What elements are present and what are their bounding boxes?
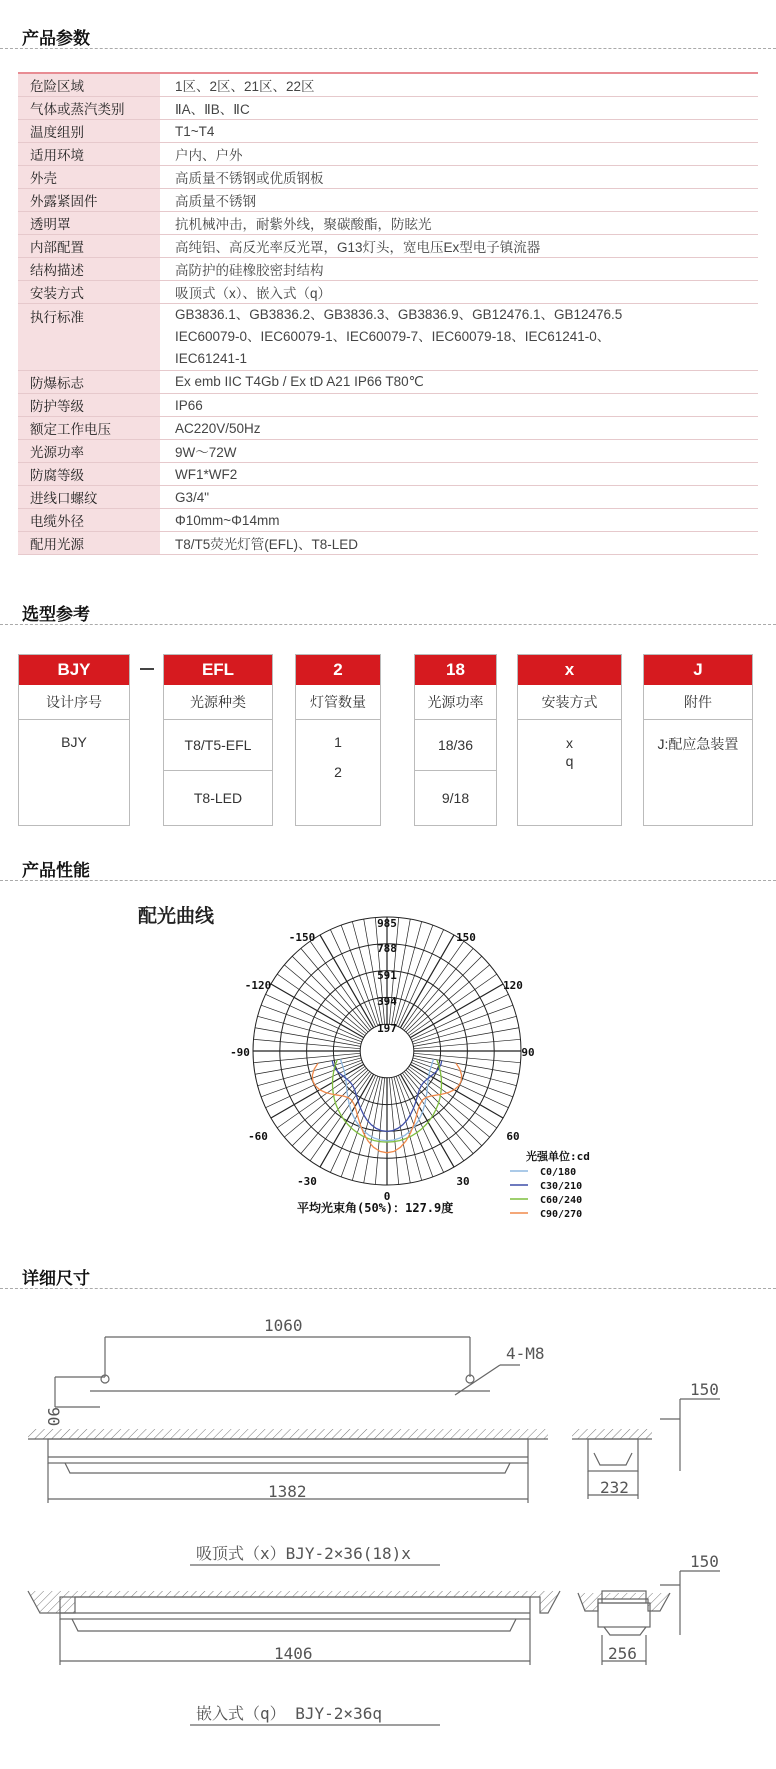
legend-label: C30/210: [540, 1181, 583, 1192]
selection-label: 光源功率: [415, 685, 496, 720]
grid-spoke: [266, 994, 363, 1039]
grid-spoke: [394, 922, 422, 1026]
spec-key: 防爆标志: [18, 371, 160, 394]
spec-key: 外露紧固件: [18, 189, 160, 212]
dimension-label: 232: [600, 1478, 629, 1497]
radial-label: 197: [377, 1022, 397, 1035]
table-row: [18, 440, 758, 463]
angle-label: 120: [503, 979, 523, 992]
legend-label: C90/270: [540, 1209, 583, 1220]
spec-value: 高质量不锈钢: [160, 189, 758, 212]
selection-code: BJY: [19, 655, 129, 685]
spec-value: 抗机械冲击，耐紫外线，聚碳酸酯，防眩光: [160, 212, 758, 235]
grid-spoke: [413, 1028, 519, 1047]
grid-spoke: [271, 984, 364, 1038]
spec-key: 进线口螺纹: [18, 486, 160, 509]
spec-value: G3/4": [160, 486, 758, 509]
polar-title: 配光曲线: [138, 906, 215, 927]
selection-value: T8-LED: [193, 790, 243, 806]
dimension-label: 150: [690, 1552, 719, 1571]
spec-value: IP66: [160, 394, 758, 417]
spec-value: AC220V/50Hz: [160, 417, 758, 440]
spec-value: 9W～72W: [160, 440, 758, 463]
grid-spoke: [352, 922, 380, 1026]
angle-label: 150: [456, 931, 476, 944]
selection-code: EFL: [164, 655, 272, 685]
spec-value: 户内、户外: [160, 143, 758, 166]
selection-code: 18: [415, 655, 496, 685]
spec-key: 防护等级: [18, 394, 160, 417]
spec-value: 高纯铝、高反光率反光罩，G13灯头，宽电压Ex型电子镇流器: [160, 235, 758, 258]
grid-spoke: [400, 935, 454, 1028]
spec-value-line: IEC60079-0、IEC60079-1、IEC60079-7、IEC60079-18、IEC61241-0、: [175, 329, 611, 344]
spec-value: Φ10mm~Φ14mm: [160, 509, 758, 532]
table-row: [18, 281, 758, 304]
spec-value: WF1*WF2: [160, 463, 758, 486]
selection-label: 设计序号: [19, 685, 129, 720]
selection-box-light-source: [163, 654, 273, 826]
section-header-performance: [0, 852, 776, 882]
selection-value: J:配应急装置: [657, 736, 739, 752]
angle-label: -90: [230, 1046, 250, 1059]
selection-value: 2: [334, 764, 342, 780]
dimension-label: 1406: [274, 1644, 313, 1663]
dimension-label: 256: [608, 1644, 637, 1663]
dimension-label: 4-M8: [506, 1344, 545, 1363]
polar-light-distribution-chart: [0, 880, 776, 1240]
selection-box-mounting: [517, 654, 622, 826]
angle-label: 0: [383, 1190, 391, 1203]
table-row: [18, 394, 758, 417]
table-row: [18, 509, 758, 532]
selection-box-tube-count: [295, 654, 381, 826]
selection-label: 灯管数量: [296, 685, 380, 720]
radial-label: 985: [377, 917, 397, 930]
table-row: [18, 258, 758, 281]
spec-value: 高防护的硅橡胶密封结构: [160, 258, 758, 281]
table-row: [18, 304, 758, 371]
selection-value: BJY: [61, 734, 87, 750]
grid-spoke: [330, 1075, 375, 1172]
dimension-label: 1060: [264, 1316, 303, 1335]
spec-value: 高质量不锈钢或优质钢板: [160, 166, 758, 189]
divider: [0, 1288, 776, 1289]
grid-spoke: [320, 935, 374, 1028]
dimension-label: 150: [690, 1380, 719, 1399]
grid-spoke: [258, 1016, 362, 1044]
spec-table: [18, 74, 758, 555]
grid-spoke: [255, 1028, 361, 1047]
legend-label: C60/240: [540, 1195, 583, 1206]
spec-value: ⅡA、ⅡB、ⅡC: [160, 97, 758, 120]
selection-value: 9/18: [441, 790, 470, 806]
mounting-hole-view: [55, 1337, 520, 1407]
dimension-drawing: [0, 1295, 776, 1765]
table-row: [18, 212, 758, 235]
angle-label: 90: [521, 1046, 535, 1059]
angle-label: -60: [248, 1130, 268, 1143]
spec-value-line: IEC61241-1: [175, 351, 248, 366]
selection-code: J: [644, 655, 752, 685]
selection-value: T8/T5-EFL: [164, 720, 272, 771]
spec-key: 透明罩: [18, 212, 160, 235]
table-row: [18, 166, 758, 189]
spec-value: [160, 304, 758, 371]
selection-label: 光源种类: [164, 685, 272, 720]
separator-dash: [140, 668, 154, 670]
selection-value: 1: [334, 734, 342, 750]
grid-spoke: [411, 994, 508, 1039]
table-row: [18, 74, 758, 97]
spec-key: 气体或蒸汽类别: [18, 97, 160, 120]
table-row: [18, 97, 758, 120]
dimension-label: 90: [44, 1407, 63, 1427]
angle-label: -150: [288, 931, 316, 944]
angle-label: 30: [456, 1175, 470, 1188]
selection-value: q: [565, 753, 574, 769]
selection-box-series: [18, 654, 130, 826]
spec-key: 防腐等级: [18, 463, 160, 486]
table-row: [18, 486, 758, 509]
legend: [510, 1167, 582, 1220]
grid-spoke: [398, 930, 443, 1027]
polar-grid: [253, 917, 521, 1185]
spec-value: T1~T4: [160, 120, 758, 143]
spec-value: 吸顶式（x）、嵌入式（q）: [160, 281, 758, 304]
selection-code: x: [518, 655, 621, 685]
angle-label: -120: [244, 979, 272, 992]
spec-key: 结构描述: [18, 258, 160, 281]
table-row: [18, 463, 758, 486]
table-row: [18, 189, 758, 212]
spec-value: Ex emb IIC T4Gb / Ex tD A21 IP66 T80℃: [160, 371, 758, 394]
selection-label: 附件: [644, 685, 752, 720]
beam-angle-note: 平均光束角(50%)：127.9度: [297, 1201, 454, 1215]
grid-spoke: [398, 1075, 443, 1172]
selection-label: 安装方式: [518, 685, 621, 720]
spec-key: 危险区域: [18, 74, 160, 97]
spec-key: 适用环境: [18, 143, 160, 166]
table-row: [18, 417, 758, 440]
table-row: [18, 532, 758, 555]
table-row: [18, 120, 758, 143]
spec-value-line: GB3836.1、GB3836.2、GB3836.3、GB3836.9、GB12476.1、GB12476.5: [175, 307, 623, 322]
spec-key: 配用光源: [18, 532, 160, 555]
spec-key: 额定工作电压: [18, 417, 160, 440]
spec-key: 温度组别: [18, 120, 160, 143]
spec-key: 执行标准: [18, 304, 160, 371]
spec-key: 内部配置: [18, 235, 160, 258]
table-row: [18, 371, 758, 394]
spec-key: 安装方式: [18, 281, 160, 304]
surface-mount-side-view: [572, 1399, 720, 1499]
spec-key: 外壳: [18, 166, 160, 189]
radial-label: 788: [377, 942, 397, 955]
divider: [0, 48, 776, 49]
angle-label: 60: [506, 1130, 520, 1143]
spec-key: 光源功率: [18, 440, 160, 463]
section-header-params: [0, 20, 776, 50]
drawing-caption: 嵌入式（q） BJY-2×36q: [196, 1704, 382, 1723]
table-row: [18, 143, 758, 166]
section-title: 详细尺寸: [22, 1269, 90, 1288]
selection-box-power: [414, 654, 497, 826]
spec-key: 电缆外径: [18, 509, 160, 532]
radial-label: 591: [377, 969, 397, 982]
selection-value: 18/36: [415, 720, 496, 771]
grid-spoke: [413, 1016, 517, 1044]
section-title: 产品性能: [22, 861, 90, 880]
selection-value: x: [566, 735, 573, 751]
drawing-caption: 吸顶式（x）BJY-2×36(18)x: [196, 1544, 411, 1563]
selection-code: 2: [296, 655, 380, 685]
dimension-label: 1382: [268, 1482, 307, 1501]
section-header-dimensions: [0, 1260, 776, 1290]
spec-value: T8/T5荧光灯管(EFL)、T8-LED: [160, 532, 758, 555]
selection-box-accessory: [643, 654, 753, 826]
radial-label: 394: [377, 995, 397, 1008]
legend-title: 光强单位:cd: [526, 1150, 590, 1163]
grid-spoke: [410, 984, 503, 1038]
legend-label: C0/180: [540, 1167, 577, 1178]
spec-value: 1区、2区、21区、22区: [160, 74, 758, 97]
table-row: [18, 235, 758, 258]
section-header-selection: [0, 596, 776, 626]
grid-spoke: [271, 1064, 364, 1118]
grid-spoke: [410, 1064, 503, 1118]
section-title: 选型参考: [22, 605, 90, 624]
divider: [0, 624, 776, 625]
grid-spoke: [330, 930, 375, 1027]
section-title: 产品参数: [22, 29, 90, 48]
angle-label: -30: [297, 1175, 317, 1188]
recessed-side-view: [578, 1571, 720, 1665]
